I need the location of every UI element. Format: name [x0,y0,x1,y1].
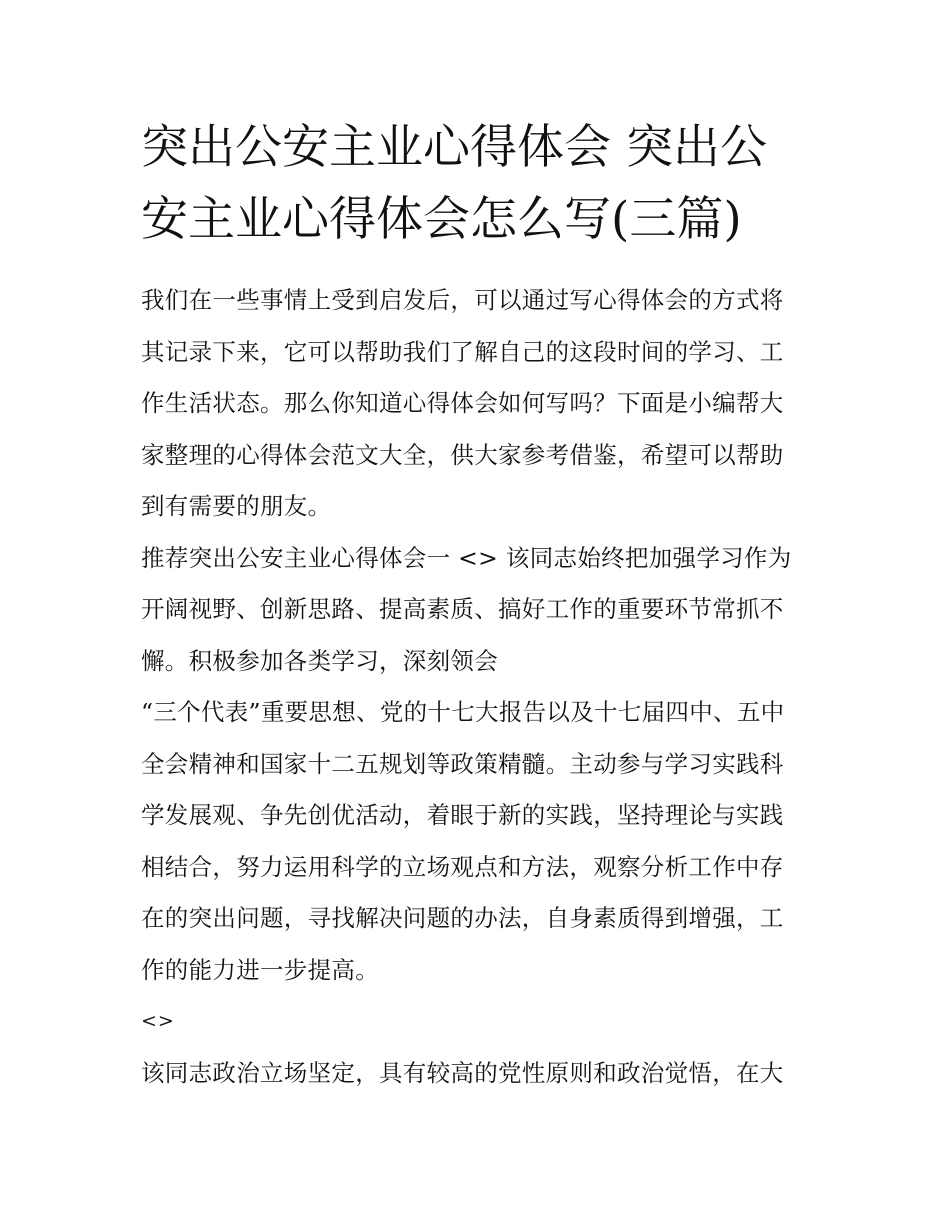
body-line: 到有需要的朋友。 [141,492,332,520]
body-line: 全会精神和国家十二五规划等政策精髓。主动参与学习实践科 [141,749,784,778]
body-line: 相结合，努力运用科学的立场观点和方法，观察分析工作中存 [141,852,784,881]
document-title [141,112,821,256]
body-line: 在的突出问题，寻找解决问题的办法，自身素质得到增强，工 [141,904,784,932]
title-line-2: 安主业心得体会怎么写(三篇) [141,192,742,247]
body-line: 该同志政治立场坚定，具有较高的党性原则和政治觉悟，在大 [141,1058,784,1087]
body-line: 家整理的心得体会范文大全，供大家参考借鉴，希望可以帮助 [141,440,784,469]
body-line: “三个代表”重要思想、党的十七大报告以及十七届四中、五中 [141,698,785,726]
body-line: 其记录下来，它可以帮助我们了解自己的这段时间的学习、工 [141,337,784,366]
body-line: 学发展观、争先创优活动，着眼于新的实践，坚持理论与实践 [141,801,784,829]
body-line: 懈。积极参加各类学习，深刻领会 [141,646,498,675]
section-marker: <> [141,1010,175,1032]
body-line: 开阔视野、创新思路、提高素质、搞好工作的重要环节常抓不 [141,595,784,623]
body-line: 推荐突出公安主业心得体会一 <> 该同志始终把加强学习作为 [141,543,792,572]
title-line-1: 突出公安主业心得体会 突出公 [141,120,767,175]
body-line: 我们在一些事情上受到启发后，可以通过写心得体会的方式将 [141,286,784,314]
document-body [141,275,821,1099]
body-line: 作生活状态。那么你知道心得体会如何写吗？下面是小编帮大 [141,389,784,417]
body-line: 作的能力进一步提高。 [141,955,379,984]
